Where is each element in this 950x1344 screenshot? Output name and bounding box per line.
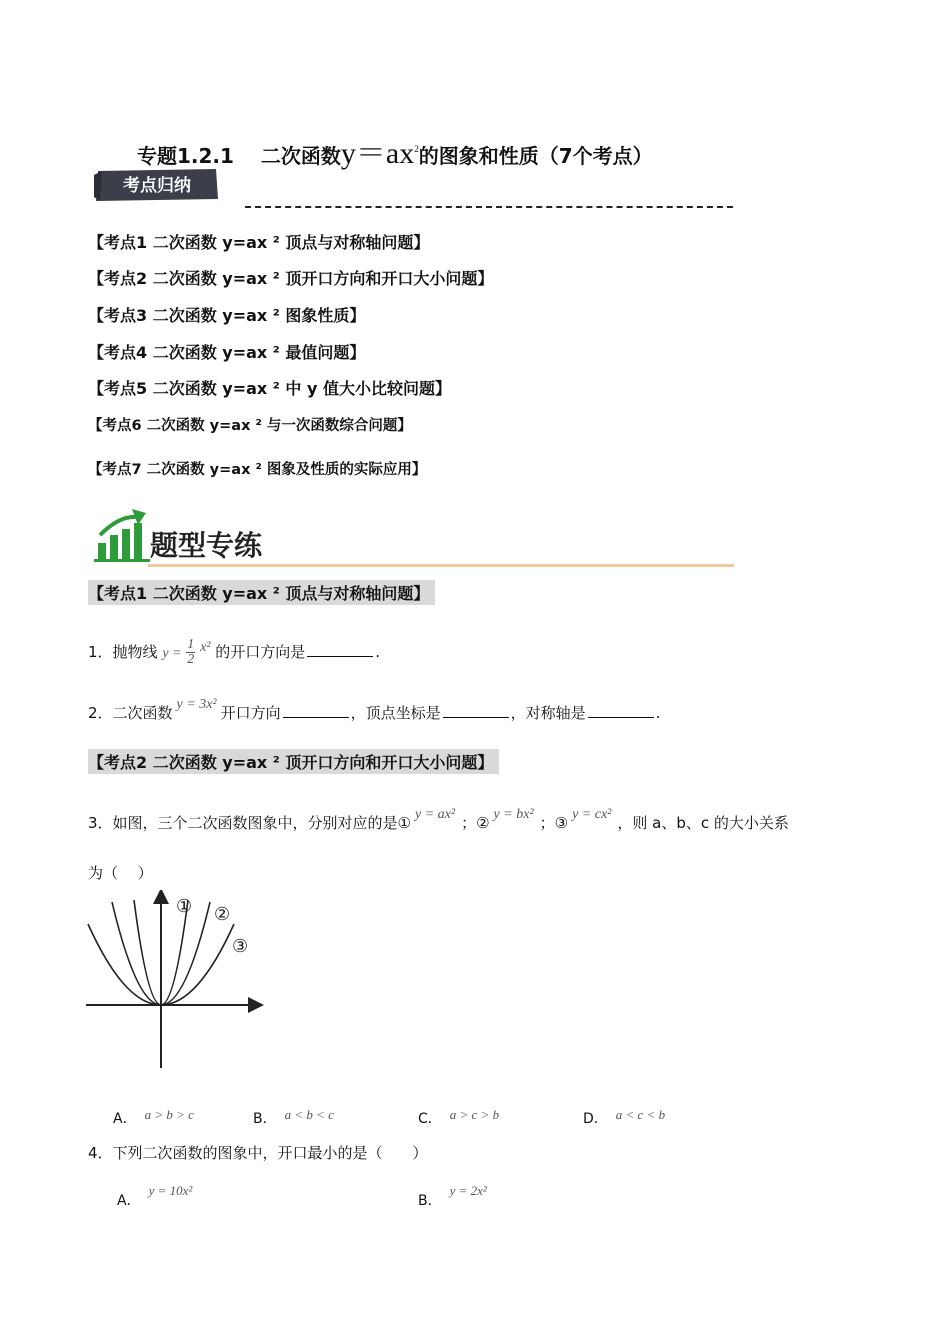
q1-answer-blank[interactable] <box>307 655 373 657</box>
q3-option-c[interactable]: C． a > c > b <box>418 1107 500 1127</box>
kaodian-banner-label: 考点归纳 <box>123 176 191 196</box>
divider-dashed <box>245 206 733 208</box>
q3-option-a[interactable]: A． a > b > c <box>113 1107 194 1127</box>
title-suffix: 的图象和性质（7个考点） <box>418 144 653 168</box>
title-prefix: 专题1.2.1 二次函数 <box>137 144 341 168</box>
topic-5: 【考点5 二次函数 y=ax ² 中 y 值大小比较问题】 <box>88 379 451 398</box>
title-formula: $y=ax^2$ <box>340 137 419 170</box>
section1-heading: 【考点1 二次函数 y=ax ² 顶点与对称轴问题】 <box>88 580 435 605</box>
label-2: ② <box>214 904 231 925</box>
topic-6: 【考点6 二次函数 y=ax ² 与一次函数综合问题】 <box>88 418 412 434</box>
question-4: 4．下列二次函数的图象中，开口最小的是（ ） <box>88 1144 428 1162</box>
q1-fraction: $\frac{1}{2}$ <box>187 637 195 667</box>
section-underline <box>148 564 734 567</box>
topic-7: 【考点7 二次函数 y=ax ² 图象及性质的实际应用】 <box>88 462 427 478</box>
topic-4: 【考点4 二次函数 y=ax ² 最值问题】 <box>88 343 366 362</box>
topic-1: 【考点1 二次函数 y=ax ² 顶点与对称轴问题】 <box>88 233 430 252</box>
topic-3: 【考点3 二次函数 y=ax ² 图象性质】 <box>88 306 366 325</box>
parabola-figure <box>84 890 264 1075</box>
question-3: 3．如图，三个二次函数图象中，分别对应的是① y = ax² ；② y = bx² ；③ y = cx² ，则 a、b、c 的大小关系 <box>88 807 789 832</box>
q2-blank-vertex[interactable] <box>443 716 509 718</box>
bar-chart-icon <box>94 509 150 562</box>
topic-2: 【考点2 二次函数 y=ax ² 顶开口方向和开口大小问题】 <box>88 269 494 288</box>
section-banner-label: 题型专练 <box>150 529 263 562</box>
section2-heading: 【考点2 二次函数 y=ax ² 顶开口方向和开口大小问题】 <box>88 749 499 774</box>
q2-blank-axis[interactable] <box>588 716 654 718</box>
q3-option-b[interactable]: B． a < b < c <box>253 1107 334 1127</box>
label-1: ① <box>176 896 193 917</box>
kaodian-banner <box>92 165 222 205</box>
question-1: 1．抛物线 y = $\frac{1}{2}$ x² 的开口方向是 . <box>88 637 381 667</box>
q4-option-a[interactable]: A．y = 10x² <box>117 1183 193 1209</box>
q2-blank-direction[interactable] <box>283 716 349 718</box>
q4-option-b[interactable]: B．y = 2x² <box>418 1183 487 1209</box>
question-3-line2: 为（ ） <box>88 864 153 882</box>
q3-option-d[interactable]: D． a < c < b <box>583 1107 666 1127</box>
label-3: ③ <box>232 936 249 957</box>
question-2: 2．二次函数 y = 3x² 开口方向 ，顶点坐标是 ，对称轴是 . <box>88 697 661 722</box>
section-banner <box>92 505 292 565</box>
